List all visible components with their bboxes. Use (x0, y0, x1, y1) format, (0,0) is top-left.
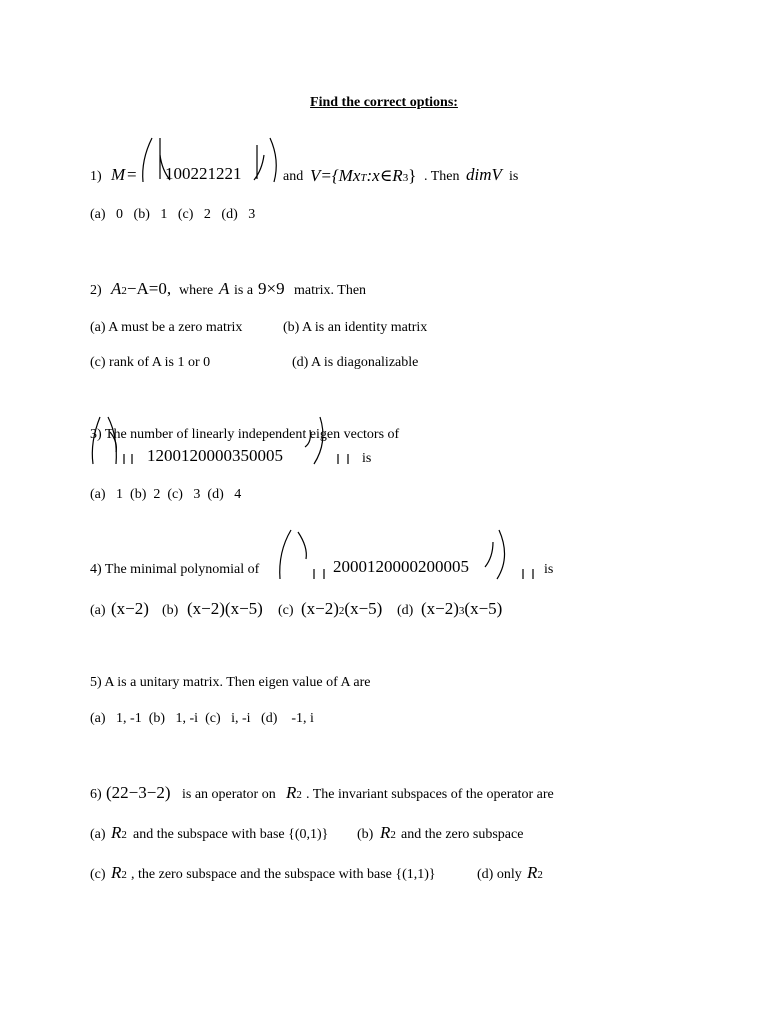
q4-c-expr (301, 599, 382, 619)
q6-number: 6) (90, 787, 102, 802)
q3-left-paren-icon (88, 412, 138, 467)
q2-size: 9×9 (258, 279, 285, 298)
q2-expr-sup: 2 (121, 285, 127, 297)
q6-b-R (380, 823, 396, 843)
q2-option-b: (b) A is an identity matrix (283, 320, 428, 335)
q1-dim: dimV (466, 165, 502, 184)
q4-c-sup: 2 (338, 605, 345, 617)
q4-c-expr-1: (x−2) (301, 599, 339, 618)
q6-d-R (527, 863, 543, 883)
q1-matrix: 100221221 (165, 164, 242, 183)
q6-operator: (22−3−2) (106, 783, 171, 802)
q1-equals: = (127, 165, 137, 184)
q6-a-R-letter: R (111, 823, 122, 842)
q6-c-R (111, 863, 127, 883)
q4-d-expr-1: (x−2) (421, 599, 459, 618)
q2-option-a: (a) A must be a zero matrix (90, 320, 243, 335)
q6-R-sup: 2 (296, 789, 302, 801)
q2-number: 2) (90, 283, 102, 298)
q5-options: (a) 1, -1 (b) 1, -i (c) i, -i (d) -1, i (90, 711, 314, 726)
q1-is: is (509, 169, 519, 184)
q1-set-sub: 3 (402, 172, 409, 184)
q4-b-expr: (x−2)(x−5) (187, 599, 263, 618)
q1-right-paren-icon (252, 135, 282, 185)
q4-d-expr (421, 599, 502, 619)
q5-text: 5) A is a unitary matrix. Then eigen value of A are (90, 675, 371, 690)
q2-expr-a: A (111, 279, 122, 298)
q6-d-label: (d) only (477, 867, 522, 882)
q4-is: is (544, 562, 554, 577)
q1-set-a: V={Mx (310, 166, 361, 185)
q2-expr-b: −A=0, (126, 279, 172, 298)
q1-options: (a) 0 (b) 1 (c) 2 (d) 3 (90, 207, 256, 222)
q4-c-label: (c) (278, 603, 294, 618)
q6-a-R (111, 823, 127, 843)
q6-c-R-sup: 2 (121, 869, 127, 881)
q2-expression (111, 279, 171, 299)
q3-text: 3) The number of linearly independent eigen vectors of (90, 427, 400, 442)
q6-b-text: and the zero subspace (401, 827, 524, 842)
q2-option-d: (d) A is diagonalizable (292, 355, 419, 370)
q1-set (310, 166, 416, 186)
q2-isa: is a (234, 283, 254, 298)
q3-matrix: 1200120000350005 (147, 446, 283, 465)
page-title: Find the correct options: (310, 95, 458, 110)
q6-b-label: (b) (357, 827, 374, 842)
q6-d-R-sup: 2 (537, 869, 543, 881)
q2-A: A (219, 279, 230, 298)
q4-d-expr-2: (x−5) (464, 599, 503, 618)
q4-a-label: (a) (90, 603, 106, 618)
q6-b-R-sup: 2 (390, 829, 396, 841)
q6-d-R-letter: R (527, 863, 538, 882)
q4-text: 4) The minimal polynomial of (90, 562, 260, 577)
q4-d-label: (d) (397, 603, 414, 618)
q1-and: and (283, 169, 304, 184)
q3-is: is (362, 451, 372, 466)
q3-options: (a) 1 (b) 2 (c) 3 (d) 4 (90, 487, 242, 502)
q4-matrix: 2000120000200005 (333, 557, 469, 576)
q1-set-c: } (408, 166, 417, 185)
q1-then: . Then (424, 169, 460, 184)
q4-right-paren-icon (481, 527, 546, 582)
q1-set-sup: T (360, 172, 367, 184)
q4-a-expr: (x−2) (111, 599, 149, 618)
q2-where: where (179, 283, 214, 298)
q6-text-1: is an operator on (182, 787, 276, 802)
q6-text-2: . The invariant subspaces of the operator are (306, 787, 554, 802)
q4-b-label: (b) (162, 603, 179, 618)
q1-lhs: M (111, 165, 126, 184)
q6-b-R-letter: R (380, 823, 391, 842)
q2-option-c: (c) rank of A is 1 or 0 (90, 355, 211, 370)
q6-c-R-letter: R (111, 863, 122, 882)
q1-set-b: :x∈R (366, 166, 403, 185)
q6-a-text: and the subspace with base {(0,1)} (133, 827, 329, 842)
q6-a-R-sup: 2 (121, 829, 127, 841)
q6-R (286, 783, 302, 803)
q2-matrix-then: matrix. Then (294, 283, 367, 298)
q1-number: 1) (90, 169, 102, 184)
q4-left-paren-icon (276, 527, 331, 582)
q4-d-sup: 3 (458, 605, 465, 617)
q6-c-text: , the zero subspace and the subspace with base {(1,1)} (131, 867, 436, 882)
q4-c-expr-2: (x−5) (344, 599, 383, 618)
q6-R-letter: R (286, 783, 297, 802)
q6-c-label: (c) (90, 867, 106, 882)
q6-a-label: (a) (90, 827, 106, 842)
q3-right-paren-icon (300, 412, 360, 467)
